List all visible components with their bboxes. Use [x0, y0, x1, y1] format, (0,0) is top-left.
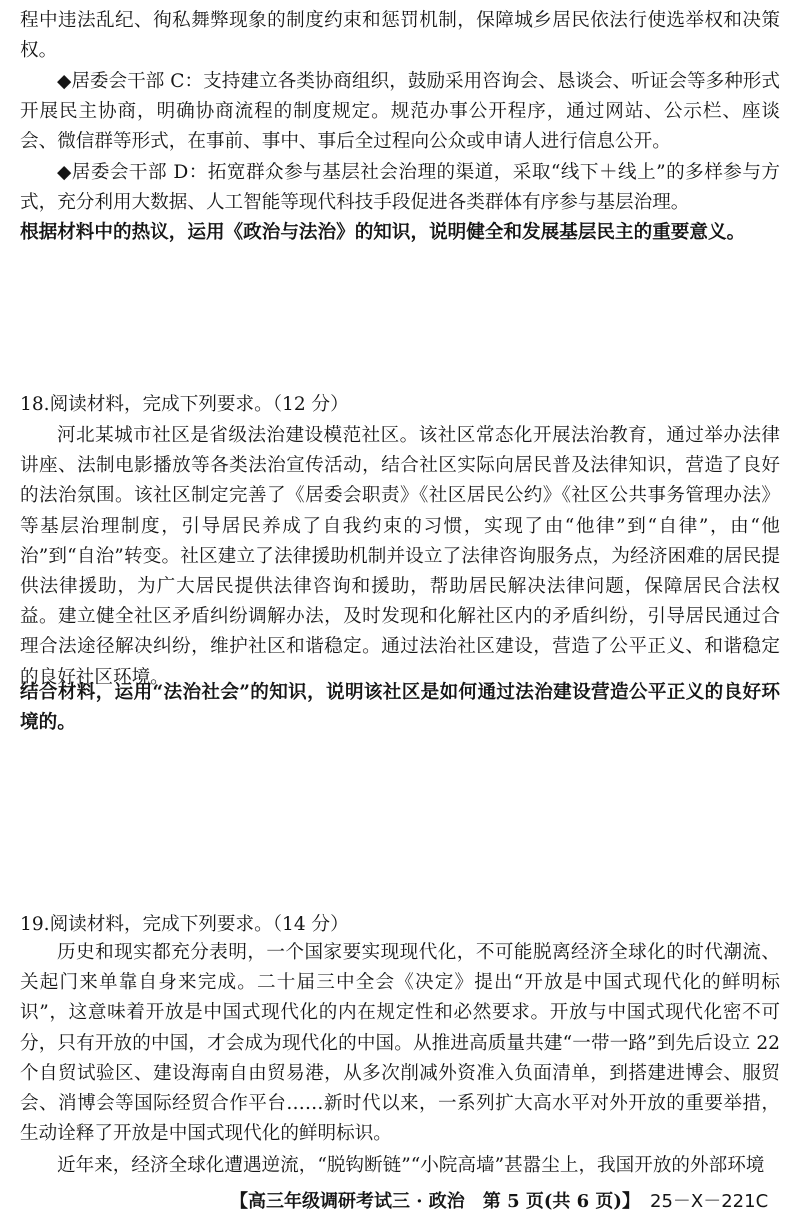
page-footer-title: 【高三年级调研考试三 · 政治 第 5 页(共 6 页)】 [230, 1191, 640, 1212]
diamond-bullet-icon: ◆ [57, 162, 72, 183]
diamond-bullet-icon: ◆ [57, 71, 72, 92]
q17-cadre-d-paragraph [20, 158, 780, 218]
q18-heading: 18.阅读材料，完成下列要求。（12 分） [20, 394, 349, 415]
q17-continuation-text: 程中违法乱纪、徇私舞弊现象的制度约束和惩罚机制，保障城乡居民依法行使选举权和决策权。 [20, 10, 780, 62]
q19-heading: 19.阅读材料，完成下列要求。（14 分） [20, 914, 349, 935]
q17-requirement: 根据材料中的热议，运用《政治与法治》的知识，说明健全和发展基层民主的重要意义。 [20, 222, 746, 243]
q19-material-paragraph-1: 历史和现实都充分表明，一个国家要实现现代化，不可能脱离经济全球化的时代潮流、关起门来单靠自身来完成。二十届三中全会《决定》提出“开放是中国式现代化的鲜明标识”，这意味着开放是中国式现代化的内在规定性和必然要求。开放与中国式现代化密不可分，只有开放的中国，才会成为现代化的中国。从推进高质量共建“一带一路”到先后设立 22 个自贸试验区、建设海南自由贸易港，从多次削减外资准入负面清单，到搭建进博会、服贸会、消博会等国际经贸合作平台……新时代以来，一系列扩大高水平对外开放的重要举措，生动诠释了开放是中国式现代化的鲜明标识。 [20, 942, 780, 1145]
page-footer-code: 25－X－221C [650, 1191, 769, 1212]
q17-cadre-c-paragraph [20, 67, 780, 158]
q18-requirement: 结合材料，运用“法治社会”的知识，说明该社区是如何通过法治建设营造公平正义的良好环境的。 [20, 682, 780, 734]
q17-cadre-c-text: 居委会干部 C：支持建立各类协商组织，鼓励采用咨询会、恳谈会、听证会等多种形式开展民主协商，明确协商流程的制度规定。规范办事公开程序，通过网站、公示栏、座谈会、微信群等形式，在事前、事中、事后全过程向公众或申请人进行信息公开。 [20, 71, 780, 153]
q17-cadre-d-text: 居委会干部 D：拓宽群众参与基层社会治理的渠道，采取“线下＋线上”的多样参与方式，充分利用大数据、人工智能等现代科技手段促进各类群体有序参与基层治理。 [20, 162, 780, 214]
q18-material: 河北某城市社区是省级法治建设模范社区。该社区常态化开展法治教育，通过举办法律讲座、法制电影播放等各类法治宣传活动，结合社区实际向居民普及法律知识，营造了良好的法治氛围。该社区制定完善了《居委会职责》《社区居民公约》《社区公共事务管理办法》等基层治理制度，引导居民养成了自我约束的习惯，实现了由“他律”到“自律”，由“他治”到“自治”转变。社区建立了法律援助机制并设立了法律咨询服务点，为经济困难的居民提供法律援助，为广大居民提供法律咨询和援助，帮助居民解决法律问题，保障居民合法权益。建立健全社区矛盾纠纷调解办法，及时发现和化解社区内的矛盾纠纷，引导居民通过合理合法途径解决纠纷，维护社区和谐稳定。通过法治社区建设，营造了公平正义、和谐稳定的良好社区环境。 [20, 425, 780, 688]
q19-material-paragraph-2: 近年来，经济全球化遭遇逆流，“脱钩断链”“小院高墙”甚嚣尘上，我国开放的外部环境 [57, 1155, 765, 1176]
